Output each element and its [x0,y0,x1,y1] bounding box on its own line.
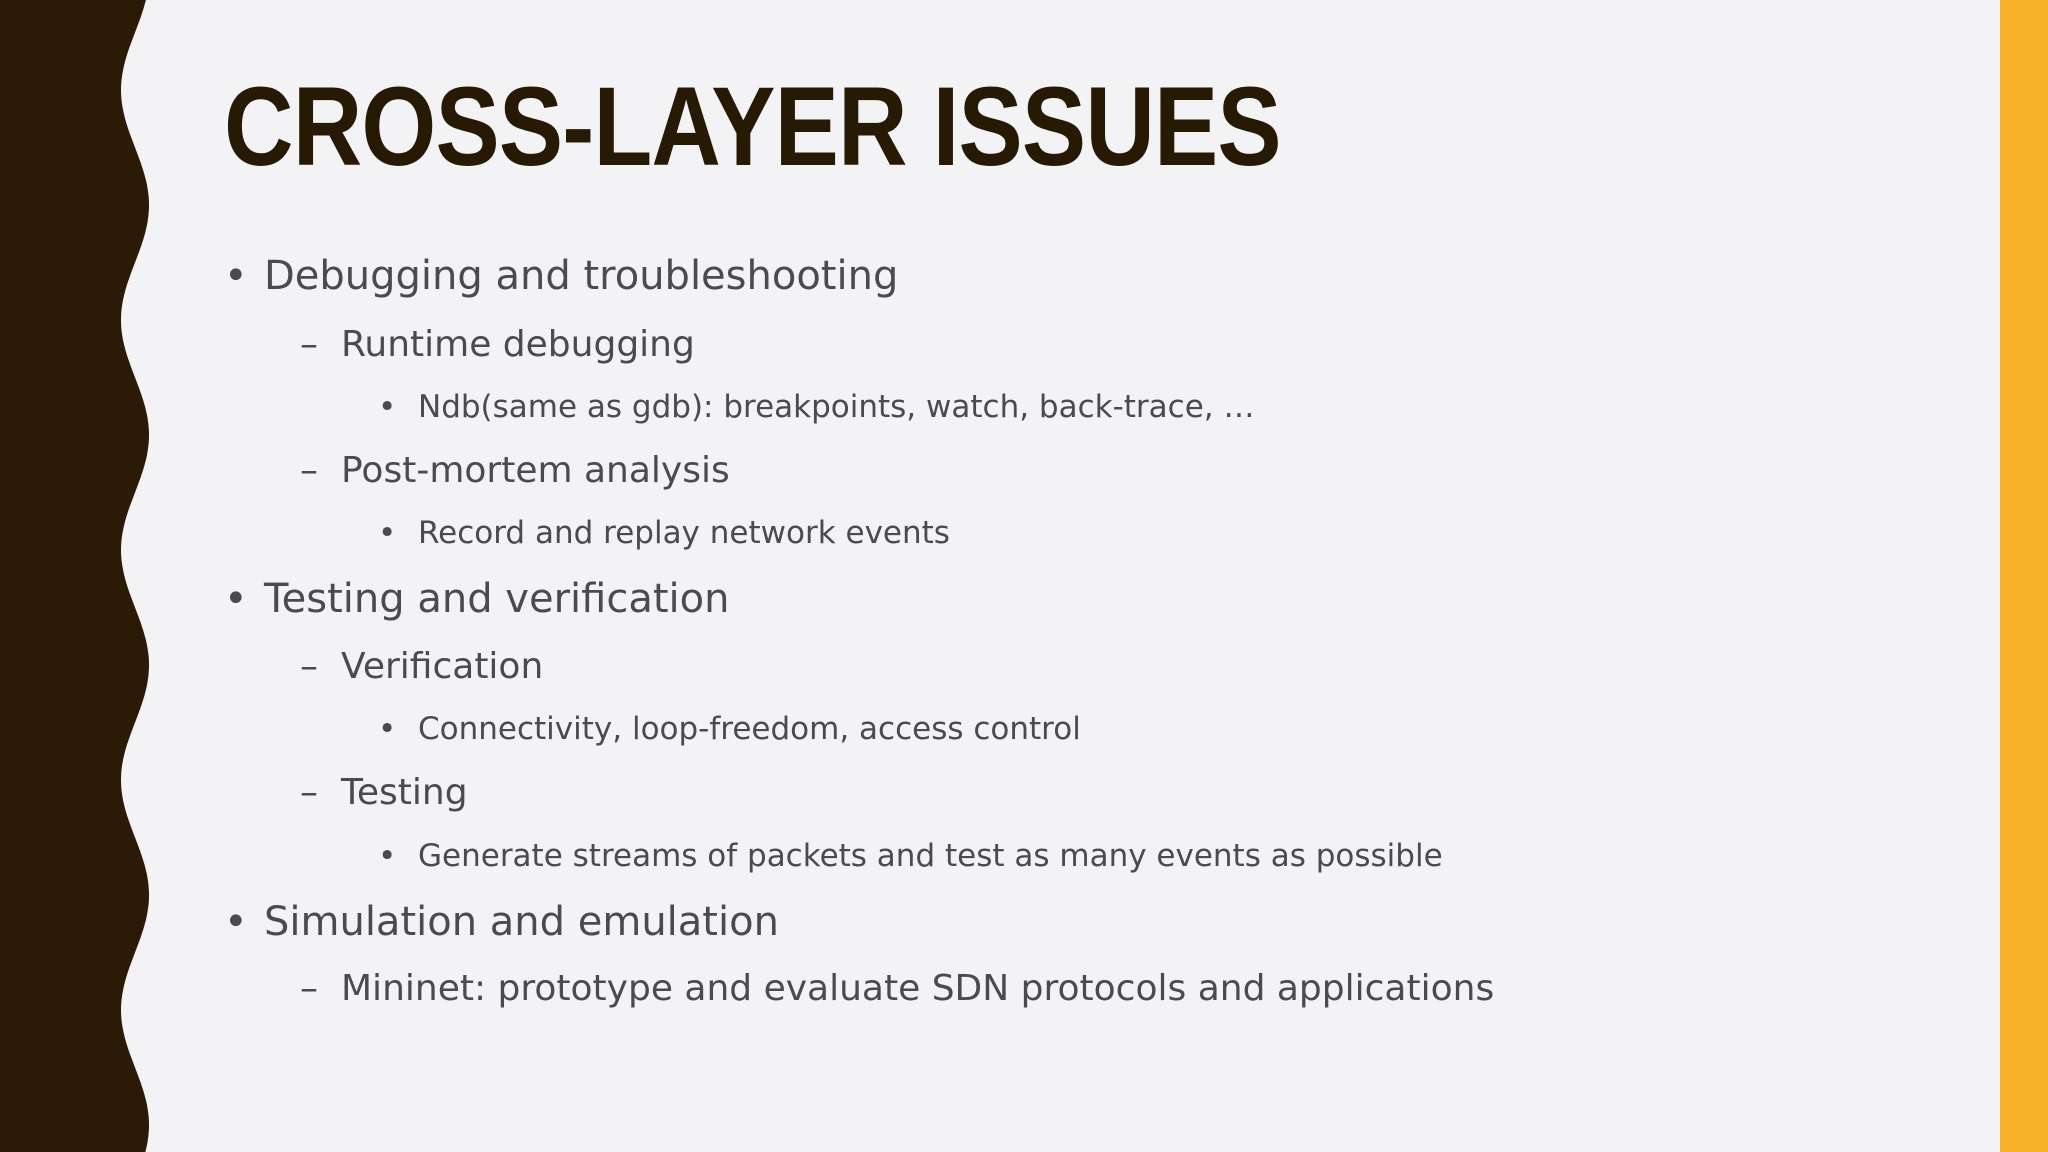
bullet-marker: • [378,515,397,551]
bullet-marker: • [378,389,397,425]
bullet-marker: • [378,838,397,874]
slide-title: CROSS-LAYER ISSUES [224,64,1281,189]
wavy-band-shape [0,0,149,1152]
bullet-text: Generate streams of packets and test as many events as possible [418,838,1443,874]
bullet-text: Connectivity, loop-freedom, access control [418,711,1081,747]
bullet-text: Debugging and troubleshooting [264,253,899,299]
bullet-marker: • [378,711,397,747]
bullet-level1 [224,252,899,300]
bullet-text: Ndb(same as gdb): breakpoints, watch, back-trace, … [418,389,1255,425]
bullet-level2 [300,771,468,815]
bullet-level1 [224,898,779,946]
bullet-level2 [300,645,544,689]
bullet-level3 [378,837,1443,875]
bullet-level3 [378,514,950,552]
bullet-text: Simulation and emulation [264,899,779,945]
bullet-level1 [224,575,730,623]
bullet-text: Testing and verification [264,576,730,622]
bullet-level3 [378,710,1081,748]
dash-marker: – [300,450,318,491]
bullet-marker: • [224,253,248,299]
accent-bar-right [2000,0,2048,1152]
bullet-marker: • [224,899,248,945]
bullet-text: Mininet: prototype and evaluate SDN protocols and applications [341,968,1495,1009]
wavy-left-band [0,0,170,1152]
bullet-text: Runtime debugging [341,324,695,365]
bullet-level2 [300,323,695,367]
dash-marker: – [300,968,318,1009]
dash-marker: – [300,646,318,687]
bullet-text: Testing [341,772,468,813]
bullet-text: Record and replay network events [418,515,950,551]
bullet-text: Verification [341,646,544,687]
bullet-level2 [300,967,1495,1011]
dash-marker: – [300,324,318,365]
bullet-marker: • [224,576,248,622]
dash-marker: – [300,772,318,813]
bullet-text: Post-mortem analysis [341,450,730,491]
bullet-level3 [378,388,1255,426]
bullet-level2 [300,449,730,493]
